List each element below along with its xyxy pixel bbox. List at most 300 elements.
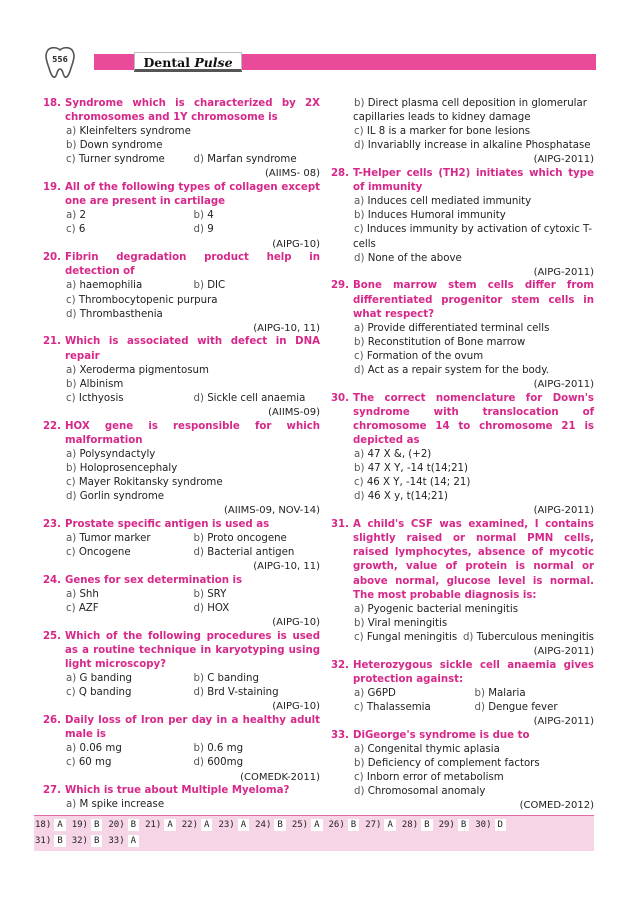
option <box>193 279 321 293</box>
option-row <box>353 757 594 771</box>
option-text: C banding <box>207 673 259 685</box>
option-letter: c) <box>354 350 364 362</box>
option-letter: b) <box>66 378 77 390</box>
answer-letter: B <box>128 819 139 831</box>
exam-reference: (AIPG-2011) <box>533 154 594 166</box>
option-text: Viral meningitis <box>367 617 448 629</box>
option-text: 600mg <box>207 757 244 769</box>
answer-number: 24) <box>255 820 272 830</box>
answer-letter: B <box>91 819 102 831</box>
option <box>353 687 474 701</box>
option-letter: a) <box>66 533 77 545</box>
option <box>193 742 321 756</box>
question-text: DiGeorge's syndrome is due to <box>353 729 530 741</box>
option <box>193 223 321 237</box>
answer-number: 31) <box>35 836 52 846</box>
option <box>353 336 594 350</box>
option <box>65 448 320 462</box>
answer-item <box>107 819 139 831</box>
option <box>353 97 594 125</box>
question-number: 26. <box>42 715 61 727</box>
brand-logo <box>134 52 242 72</box>
option <box>353 125 594 139</box>
option <box>65 294 320 308</box>
option <box>353 252 594 266</box>
exam-reference: (AIPG-2011) <box>533 266 594 278</box>
option-text: Fungal meningitis <box>366 631 458 643</box>
option-letter: a) <box>66 364 77 376</box>
question <box>34 420 320 518</box>
option-letter: a) <box>66 743 77 755</box>
exam-reference: (AIPG-10) <box>272 617 320 629</box>
option-text: Deficiency of complement factors <box>367 757 540 769</box>
option-letter: d) <box>354 364 365 376</box>
question-text: Which of the following procedures is used as a routine technique in karyotyping using light microscopy? <box>65 631 320 671</box>
option <box>353 223 594 251</box>
option-letter: d) <box>66 308 77 320</box>
option <box>65 364 320 378</box>
option-text: 60 mg <box>78 757 112 769</box>
answer-number: 18) <box>35 820 52 830</box>
option <box>474 701 595 715</box>
option-text: haemophilia <box>79 280 143 292</box>
option-row <box>353 350 594 364</box>
exam-reference: (AIPG-10) <box>272 701 320 713</box>
answer-letter: B <box>421 819 432 831</box>
option <box>65 392 193 406</box>
option-text: Shh <box>79 589 99 601</box>
options <box>34 798 320 812</box>
option-text: Pyogenic bacterial meningitis <box>367 603 519 615</box>
option-text: Albinism <box>79 378 124 390</box>
option <box>65 153 193 167</box>
option-row <box>65 476 320 490</box>
answer-number: 33) <box>108 836 125 846</box>
option-letter: a) <box>66 126 77 138</box>
question-continuation <box>322 97 594 167</box>
question-number: 18. <box>42 98 61 109</box>
option-letter: c) <box>66 757 76 769</box>
option <box>193 392 321 406</box>
option-row <box>353 462 594 476</box>
option-letter: a) <box>354 449 365 461</box>
answer-item <box>217 819 249 831</box>
question-text: Fibrin degradation product help in detection of <box>65 252 320 278</box>
options <box>34 672 320 700</box>
question-number: 19. <box>42 182 61 194</box>
option-text: Polysyndactyly <box>79 448 156 460</box>
option-text: Inborn error of metabolism <box>366 772 504 784</box>
question-text: Bone marrow stem cells differ from differentiated progenitor stem cells in what respect? <box>353 280 594 320</box>
option-text: Tumor marker <box>79 533 151 545</box>
option-letter: d) <box>193 392 204 404</box>
brand-word-pulse: Pulse <box>194 55 233 70</box>
option <box>474 687 595 701</box>
question-number: 28. <box>330 168 349 180</box>
option <box>353 631 462 645</box>
exam-reference: (AIIMS-09) <box>268 406 320 418</box>
option <box>65 798 320 812</box>
option-text: Direct plasma cell deposition in glomerular capillaries leads to kidney damage <box>353 98 587 124</box>
options <box>322 195 594 265</box>
answer-letter: A <box>54 819 65 831</box>
option-row <box>65 378 320 392</box>
option-row <box>353 195 594 209</box>
options <box>34 742 320 770</box>
option <box>65 742 193 756</box>
option <box>65 279 193 293</box>
options <box>34 209 320 237</box>
option-row <box>353 125 594 139</box>
question <box>34 574 320 630</box>
option-text: Chromosomal anomaly <box>367 786 486 798</box>
answer-row-1 <box>34 819 511 831</box>
option-letter: b) <box>354 617 365 629</box>
option-letter: c) <box>354 701 364 713</box>
option-row <box>65 125 320 139</box>
answer-letter: A <box>201 819 212 831</box>
question <box>322 518 594 659</box>
options <box>34 448 320 504</box>
question <box>322 659 594 729</box>
answer-item <box>107 835 139 847</box>
option-text: 46 X y, t(14;21) <box>367 491 448 503</box>
answer-letter: B <box>54 835 65 847</box>
option-row <box>353 97 594 125</box>
answer-letter: A <box>238 819 249 831</box>
option-row <box>65 153 320 167</box>
option-letter: c) <box>66 224 76 236</box>
question-number: 27. <box>42 785 61 797</box>
answer-number: 26) <box>328 820 345 830</box>
option-text: 47 X Y, -14 t(14;21) <box>367 463 469 475</box>
option <box>65 602 193 616</box>
question-text: All of the following types of collagen except one are present in cartilage <box>65 182 320 208</box>
option-letter: d) <box>354 140 365 152</box>
right-column <box>322 97 594 813</box>
option-row <box>65 294 320 308</box>
option-letter: b) <box>193 589 204 601</box>
option-row <box>65 686 320 700</box>
question <box>34 518 320 574</box>
answer-number: 29) <box>438 820 455 830</box>
option <box>65 378 320 392</box>
option-letter: a) <box>354 322 365 334</box>
option-row <box>353 771 594 785</box>
options <box>322 687 594 715</box>
question <box>322 279 594 391</box>
option-text: Induces cell mediated immunity <box>367 196 532 208</box>
option <box>353 603 594 617</box>
option-row <box>65 490 320 504</box>
option-letter: c) <box>66 294 76 306</box>
answer-item <box>328 819 360 831</box>
option-letter: b) <box>354 98 365 109</box>
option-row <box>65 308 320 322</box>
question <box>34 714 320 784</box>
answer-number: 21) <box>145 820 162 830</box>
answer-letter: D <box>495 819 506 831</box>
exam-reference: (AIPG-2011) <box>533 379 594 390</box>
option <box>193 546 321 560</box>
option <box>193 686 321 700</box>
option <box>193 153 321 167</box>
options <box>34 279 320 321</box>
option-text: Provide differentiated terminal cells <box>367 322 550 334</box>
option <box>353 448 594 462</box>
option-text: G6PD <box>367 687 396 699</box>
answer-item <box>364 819 396 831</box>
option-text: Formation of the ovum <box>366 350 484 362</box>
option-text: M spike increase <box>79 799 165 811</box>
option-text: 0.06 mg <box>79 743 122 755</box>
answer-letter: B <box>91 835 102 847</box>
option <box>353 743 594 757</box>
option-letter: a) <box>66 589 77 601</box>
option <box>353 364 594 378</box>
option <box>353 139 594 153</box>
option <box>65 223 193 237</box>
option <box>65 125 320 139</box>
question-text: A child's CSF was examined, I contains slightly raised or normal PMN cells, raised lymphocytes, absence of mycotic growth, value of protein is normal or above normal, glucose level is normal. The most probable diagnosis is: <box>353 519 594 601</box>
option-letter: b) <box>66 462 77 474</box>
option <box>65 476 320 490</box>
option-letter: b) <box>193 673 204 685</box>
option-row <box>65 223 320 237</box>
option <box>65 546 193 560</box>
option-letter: d) <box>193 687 204 699</box>
option-text: IL 8 is a marker for bone lesions <box>366 126 531 138</box>
option-letter: c) <box>66 603 76 615</box>
option <box>353 757 594 771</box>
question-text: Which is associated with defect in DNA repair <box>65 336 320 362</box>
option-text: Thrombocytopenic purpura <box>78 294 218 306</box>
option-row <box>353 336 594 350</box>
options <box>322 448 594 504</box>
question-number: 22. <box>42 420 61 432</box>
answer-item <box>71 835 103 847</box>
option-row <box>65 532 320 546</box>
option-letter: a) <box>354 743 365 755</box>
answer-item <box>144 819 176 831</box>
option-letter: c) <box>66 687 76 699</box>
option-letter: c) <box>354 126 364 138</box>
option-text: Dengue fever <box>488 701 558 713</box>
option-row <box>353 252 594 266</box>
question-number: 33. <box>330 729 349 741</box>
option <box>462 631 594 645</box>
option-letter: a) <box>354 603 365 615</box>
option-text: Invariablly increase in alkaline Phosphatase <box>367 140 591 152</box>
exam-reference: (AIPG-2011) <box>533 716 594 728</box>
question-text: Prostate specific antigen is used as <box>65 518 270 530</box>
option <box>353 617 594 631</box>
option-letter: c) <box>354 224 364 236</box>
answer-number: 19) <box>71 820 88 830</box>
option <box>353 701 474 715</box>
option-row <box>353 687 594 701</box>
answer-number: 25) <box>291 820 309 830</box>
question <box>34 251 320 335</box>
question <box>34 181 320 251</box>
option-text: 4 <box>207 210 214 222</box>
option <box>353 322 594 336</box>
option-row <box>353 223 594 251</box>
exam-reference: (AIPG-2011) <box>533 505 594 517</box>
option-text: Thrombasthenia <box>79 308 163 320</box>
answer-letter: A <box>384 819 395 831</box>
option-letter: a) <box>66 280 77 292</box>
option <box>193 602 321 616</box>
option-row <box>65 742 320 756</box>
option-text: Induces immunity by activation of cytoxic T- cells <box>353 224 593 250</box>
option-row <box>353 785 594 799</box>
options <box>34 364 320 406</box>
option <box>65 490 320 504</box>
option-text: Bacterial antigen <box>207 547 295 559</box>
option-letter: b) <box>354 336 365 348</box>
question-text: Syndrome which is characterized by 2X chromosomes and 1Y chromosome is <box>65 98 320 124</box>
option-letter: c) <box>354 631 364 643</box>
question <box>322 167 594 279</box>
option-text: Kleinfelters syndrome <box>79 126 191 138</box>
option-row <box>65 672 320 686</box>
question-text: HOX gene is responsible for which malformation <box>65 420 320 446</box>
answer-item <box>474 819 506 831</box>
options <box>322 743 594 799</box>
option-row <box>65 364 320 378</box>
answer-number: 28) <box>401 820 419 830</box>
left-column <box>34 97 320 812</box>
option-letter: b) <box>354 210 365 222</box>
option <box>193 588 321 602</box>
answer-number: 27) <box>365 820 382 830</box>
option-row <box>65 462 320 476</box>
option-letter: c) <box>354 772 364 784</box>
option-letter: d) <box>474 701 485 713</box>
options <box>34 125 320 167</box>
option-letter: d) <box>66 491 77 503</box>
question-number: 32. <box>330 659 349 671</box>
page-header <box>42 44 596 80</box>
question <box>34 630 320 714</box>
question-text: T-Helper cells (TH2) initiates which type of immunity <box>353 168 594 194</box>
option-letter: d) <box>193 547 204 559</box>
exam-reference: (AIPG-10, 11) <box>253 322 320 334</box>
question-text: Daily loss of Iron per day in a healthy adult male is <box>65 715 320 741</box>
option-letter: d) <box>193 154 204 166</box>
option-letter: b) <box>193 210 204 222</box>
page-number: 556 <box>52 55 68 64</box>
options <box>322 322 594 378</box>
answer-number: 30) <box>475 820 492 830</box>
options <box>322 603 594 645</box>
option-text: Congenital thymic aplasia <box>367 743 500 755</box>
option-text: AZF <box>78 603 99 615</box>
question-number: 24. <box>42 574 61 586</box>
option <box>353 490 594 504</box>
option-row <box>353 617 594 631</box>
option-letter: b) <box>354 463 365 475</box>
option-letter: b) <box>193 533 204 545</box>
option <box>353 476 594 490</box>
question-number: 30. <box>330 392 349 404</box>
option-letter: a) <box>66 210 77 222</box>
question-number: 23. <box>42 518 61 530</box>
option-letter: d) <box>462 631 474 643</box>
option-text: Act as a repair system for the body. <box>367 364 550 376</box>
option-letter: c) <box>66 392 76 404</box>
option-letter: a) <box>66 448 77 460</box>
option-row <box>353 209 594 223</box>
option-text: Tuberculous meningitis <box>476 631 594 643</box>
answer-item <box>401 819 433 831</box>
option-letter: b) <box>193 743 204 755</box>
option <box>65 308 320 322</box>
answer-letter: A <box>164 819 175 831</box>
option-row <box>65 139 320 153</box>
answer-letter: B <box>458 819 469 831</box>
option-text: DIC <box>207 280 226 292</box>
option-letter: a) <box>66 799 77 811</box>
question-text: Genes for sex determination is <box>65 574 243 586</box>
option-letter: a) <box>354 196 365 208</box>
option-text: Icthyosis <box>78 392 124 404</box>
answer-letter: A <box>311 819 322 831</box>
answer-item <box>254 819 286 831</box>
exam-reference: (AIIMS- 08) <box>264 168 320 180</box>
option-row <box>65 588 320 602</box>
option-row <box>65 798 320 812</box>
option <box>353 350 594 364</box>
option-text: Xeroderma pigmentosum <box>79 364 209 376</box>
option-text: None of the above <box>367 252 462 264</box>
option <box>353 195 594 209</box>
option-row <box>353 476 594 490</box>
option-text: Thalassemia <box>366 701 431 713</box>
answer-item <box>34 835 66 847</box>
answer-item <box>181 819 213 831</box>
option-text: 2 <box>79 210 86 222</box>
option-letter: c) <box>354 477 364 489</box>
option-text: SRY <box>207 589 227 601</box>
option <box>65 139 320 153</box>
option-row <box>353 139 594 153</box>
exam-reference: (AIPG-10) <box>272 238 320 250</box>
option-letter: a) <box>66 673 77 685</box>
question <box>34 784 320 812</box>
option <box>193 209 321 223</box>
option-row <box>353 603 594 617</box>
option-letter: c) <box>66 154 76 166</box>
option <box>353 462 594 476</box>
option-letter: b) <box>66 140 77 152</box>
question-number: 29. <box>330 280 349 292</box>
option-text: Induces Humoral immunity <box>367 210 506 222</box>
option-letter: d) <box>354 786 365 798</box>
option <box>65 532 193 546</box>
option-row <box>353 364 594 378</box>
answer-item <box>71 819 103 831</box>
option-letter: d) <box>354 252 365 264</box>
option <box>65 462 320 476</box>
answer-number: 23) <box>218 820 235 830</box>
option-text: G banding <box>79 673 132 685</box>
option-text: Malaria <box>488 687 526 699</box>
options <box>322 97 594 153</box>
question-number: 31. <box>330 519 349 531</box>
option-text: 46 X Y, -14t (14; 21) <box>366 477 471 489</box>
